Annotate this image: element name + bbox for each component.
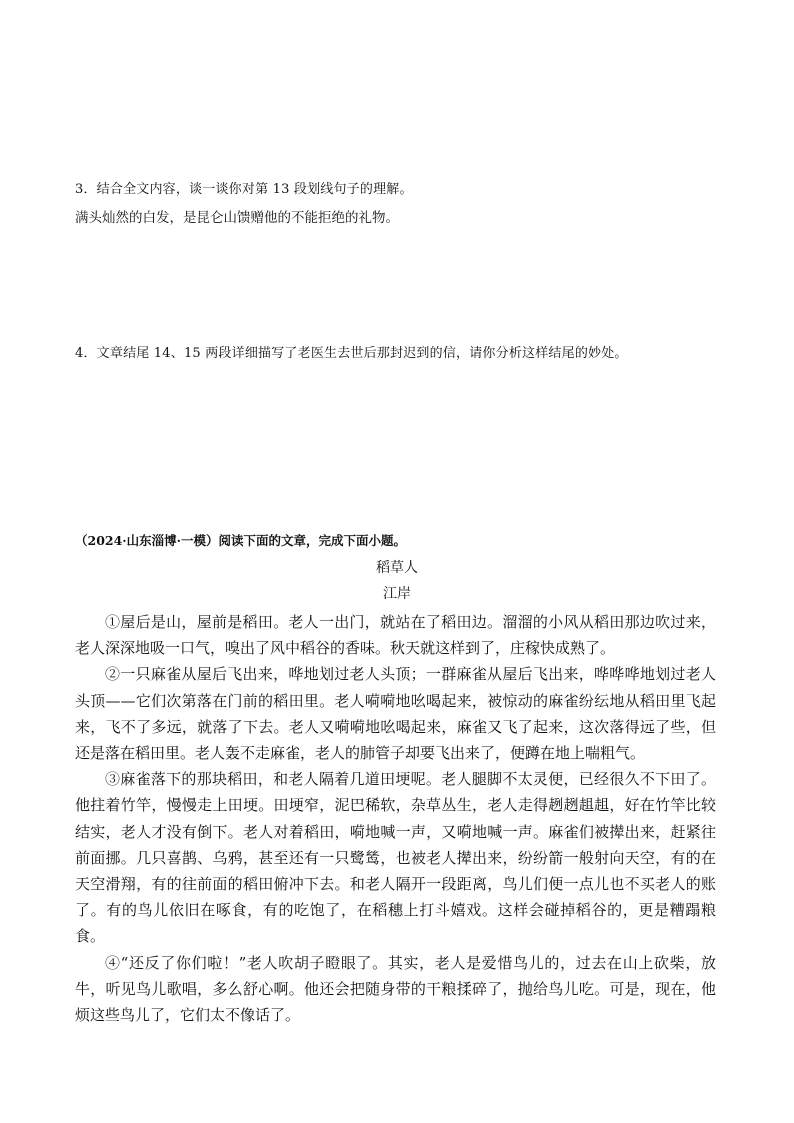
underlined-sentence: 满头灿然的白发，是昆仑山馈赠他的不能拒绝的礼物。 bbox=[75, 210, 399, 226]
paragraph: ②一只麻雀从屋后飞出来，哗地划过老人头顶；一群麻雀从屋后飞出来，哗哗哗地划过老人头顶——它们次第落在门前的稻田里。老人嗬嗬地吆喝起来，被惊动的麻雀纷纭地从稻田里飞起来，飞不了多远，就落了下去。老人又嗬嗬地吆喝起来，麻雀又飞了起来，这次落得远了些，但还是落在稻田里。老人轰不走麻雀，老人的肺管子却要飞出来了，便蹲在地上喘粗气。 bbox=[75, 665, 716, 763]
paragraph: ③麻雀落下的那块稻田，和老人隔着几道田埂呢。老人腿脚不太灵便，已经很久不下田了。他拄着竹竿，慢慢走上田埂。田埂窄，泥巴稀软，杂草丛生，老人走得趔趔趄趄，好在竹竿比较结实，老人才没有倒下。老人对着稻田，嗬地喊一声，又嗬地喊一声。麻雀们被撵出来，赶紧往前面挪。几只喜鹊、乌鸦，甚至还有一只鹭鸶，也被老人撵出来，纷纷箭一般射向天空，有的在天空滑翔，有的往前面的稻田俯冲下去。和老人隔开一段距离，鸟儿们便一点儿也不买老人的账了。有的鸟儿依旧在啄食，有的吃饱了，在稻穗上打斗嬉戏。这样会碰掉稻谷的，更是糟蹋粮食。 bbox=[75, 770, 716, 946]
passage-source: （2024·山东淄博·一模）阅读下面的文章，完成下面小题。 bbox=[75, 533, 406, 548]
paragraph: ①屋后是山，屋前是稻田。老人一出门，就站在了稻田边。溜溜的小风从稻田那边吹过来，老人深深地吸一口气，嗅出了风中稻谷的香味。秋天就这样到了，庄稼快成熟了。 bbox=[75, 613, 716, 658]
question-3: 3．结合全文内容，谈一谈你对第 13 段划线句子的理解。 bbox=[75, 182, 413, 197]
passage-title: 稻草人 bbox=[376, 560, 418, 576]
question-4: 4．文章结尾 14、15 两段详细描写了老医生去世后那封迟到的信，请你分析这样结尾的妙处。 bbox=[75, 346, 628, 361]
paragraph: ④“还反了你们啦！”老人吹胡子瞪眼了。其实，老人是爱惜鸟儿的，过去在山上砍柴，放牛，听见鸟儿歌唱，多么舒心啊。他还会把随身带的干粮揉碎了，抛给鸟儿吃。可是，现在，他烦这些鸟儿了，它们太不像话了。 bbox=[75, 953, 716, 1025]
passage-author: 江岸 bbox=[383, 586, 411, 602]
passage-body bbox=[75, 609, 716, 1028]
